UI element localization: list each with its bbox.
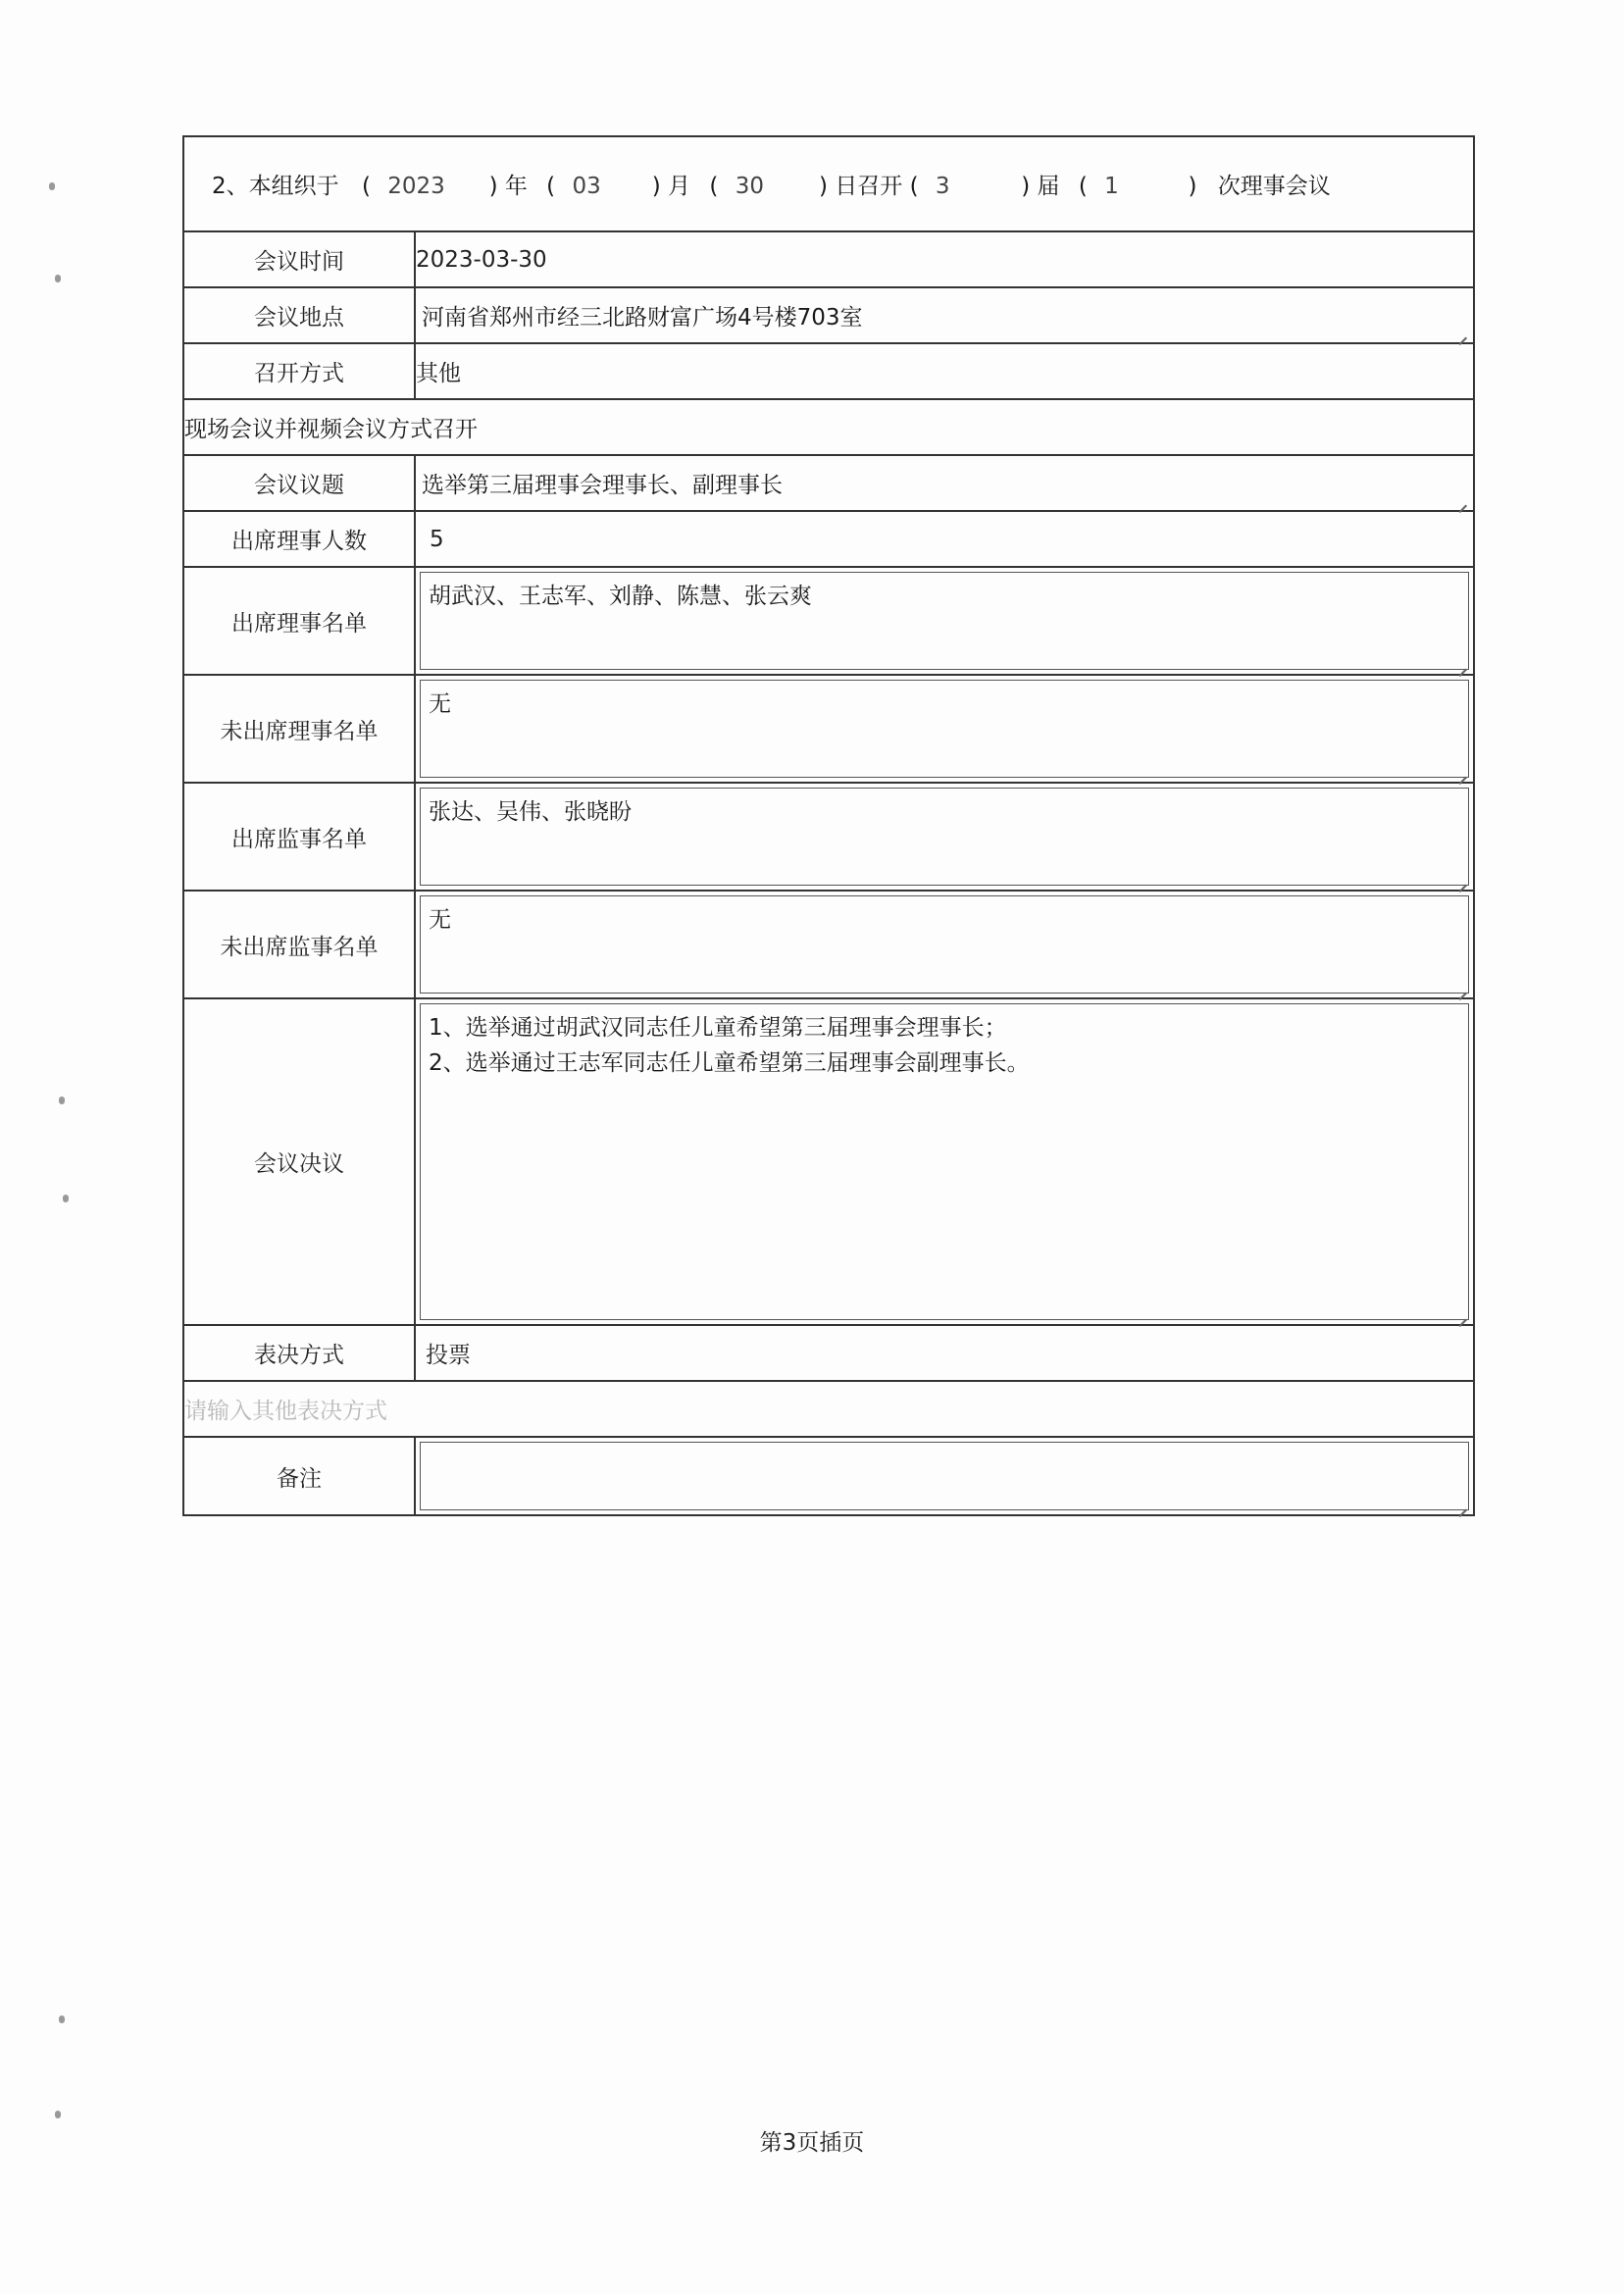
remarks-cell	[415, 1437, 1474, 1515]
day-label: 日召开	[835, 174, 903, 199]
directors-present-textarea[interactable]: 胡武汉、王志军、刘静、陈慧、张云爽	[420, 572, 1469, 670]
supervisors-present-cell	[415, 783, 1474, 891]
scan-mark	[63, 1195, 69, 1202]
meeting-place-label: 会议地点	[183, 287, 415, 343]
directors-absent-row	[183, 675, 1474, 783]
remarks-label: 备注	[183, 1437, 415, 1515]
voting-method-label: 表决方式	[183, 1325, 415, 1381]
scan-mark	[55, 275, 61, 282]
agenda-cell	[415, 455, 1474, 511]
meeting-place-textarea[interactable]: 河南省郑州市经三北路财富广场4号楼703室	[422, 305, 863, 331]
supervisors-absent-cell	[415, 891, 1474, 998]
resize-grip-icon[interactable]	[1457, 768, 1467, 778]
agenda-textarea[interactable]: 选举第三届理事会理事长、副理事长	[422, 473, 783, 498]
year-label: 年	[504, 174, 528, 199]
agenda-row	[183, 455, 1474, 511]
session-field[interactable]: 3	[935, 174, 950, 199]
remarks-textarea[interactable]	[420, 1442, 1469, 1510]
scan-mark	[49, 182, 55, 190]
meeting-record-form	[182, 135, 1475, 1516]
voting-method-row	[183, 1325, 1474, 1381]
meeting-time-label: 会议时间	[183, 231, 415, 287]
meeting-method-row	[183, 343, 1474, 399]
directors-absent-label: 未出席理事名单	[183, 675, 415, 783]
directors-count-row	[183, 511, 1474, 567]
meeting-method-label: 召开方式	[183, 343, 415, 399]
supervisors-absent-label: 未出席监事名单	[183, 891, 415, 998]
scan-mark	[59, 2015, 65, 2023]
page-footer: 第3页插页	[759, 2130, 865, 2156]
scan-mark	[59, 1096, 65, 1104]
directors-present-cell	[415, 567, 1474, 675]
month-label: 月	[668, 174, 691, 199]
supervisors-present-label: 出席监事名单	[183, 783, 415, 891]
year-field[interactable]: 2023	[387, 174, 445, 199]
resize-grip-icon[interactable]	[1457, 1310, 1467, 1320]
meeting-header-row	[183, 136, 1474, 231]
resize-grip-icon[interactable]	[1457, 876, 1467, 886]
supervisors-absent-textarea[interactable]: 无	[420, 895, 1469, 994]
supervisors-absent-row	[183, 891, 1474, 998]
resize-grip-icon[interactable]	[1457, 329, 1467, 338]
session-label: 届	[1037, 174, 1060, 199]
meeting-method-select[interactable]: 其他	[415, 343, 1474, 399]
meeting-number-field[interactable]: 1	[1104, 174, 1119, 199]
resize-grip-icon[interactable]	[1457, 660, 1467, 670]
agenda-label: 会议议题	[183, 455, 415, 511]
voting-other-row	[183, 1381, 1474, 1437]
supervisors-present-row	[183, 783, 1474, 891]
supervisors-present-textarea[interactable]: 张达、吴伟、张晓盼	[420, 788, 1469, 886]
meeting-place-cell	[415, 287, 1474, 343]
meeting-method-detail-row	[183, 399, 1474, 455]
remarks-row	[183, 1437, 1474, 1515]
resolution-row	[183, 998, 1474, 1325]
voting-method-select[interactable]: 投票	[415, 1325, 1474, 1381]
meeting-time-row	[183, 231, 1474, 287]
meeting-method-detail-input[interactable]: 现场会议并视频会议方式召开	[183, 399, 1474, 455]
directors-count-input[interactable]: 5	[415, 511, 1474, 567]
resize-grip-icon[interactable]	[1457, 984, 1467, 994]
day-field[interactable]: 30	[735, 174, 764, 199]
resolution-cell	[415, 998, 1474, 1325]
directors-present-row	[183, 567, 1474, 675]
meeting-header-cell	[183, 136, 1474, 231]
meeting-place-row	[183, 287, 1474, 343]
directors-present-label: 出席理事名单	[183, 567, 415, 675]
resize-grip-icon[interactable]	[1457, 1501, 1467, 1510]
directors-absent-cell	[415, 675, 1474, 783]
directors-absent-textarea[interactable]: 无	[420, 680, 1469, 778]
directors-count-label: 出席理事人数	[183, 511, 415, 567]
resolution-textarea[interactable]: 1、选举通过胡武汉同志任儿童希望第三届理事会理事长； 2、选举通过王志军同志任儿童希望第三届理事会副理事长。	[420, 1003, 1469, 1320]
resolution-label: 会议决议	[183, 998, 415, 1325]
meeting-header-line: 2、本组织于 ( 2023 ) 年 ( 03 ) 月 ( 30 ) 日召开 ( 3 ) 届 ( 1 ) 次理事会议	[184, 168, 1473, 200]
scan-mark	[55, 2111, 61, 2118]
meeting-number-label: 次理事会议	[1217, 174, 1331, 199]
resize-grip-icon[interactable]	[1457, 496, 1467, 506]
voting-other-input[interactable]: 请输入其他表决方式	[183, 1381, 1474, 1437]
month-field[interactable]: 03	[572, 174, 601, 199]
meeting-time-value[interactable]: 2023-03-30	[415, 231, 1474, 287]
header-prefix: 2、本组织于	[212, 174, 339, 199]
